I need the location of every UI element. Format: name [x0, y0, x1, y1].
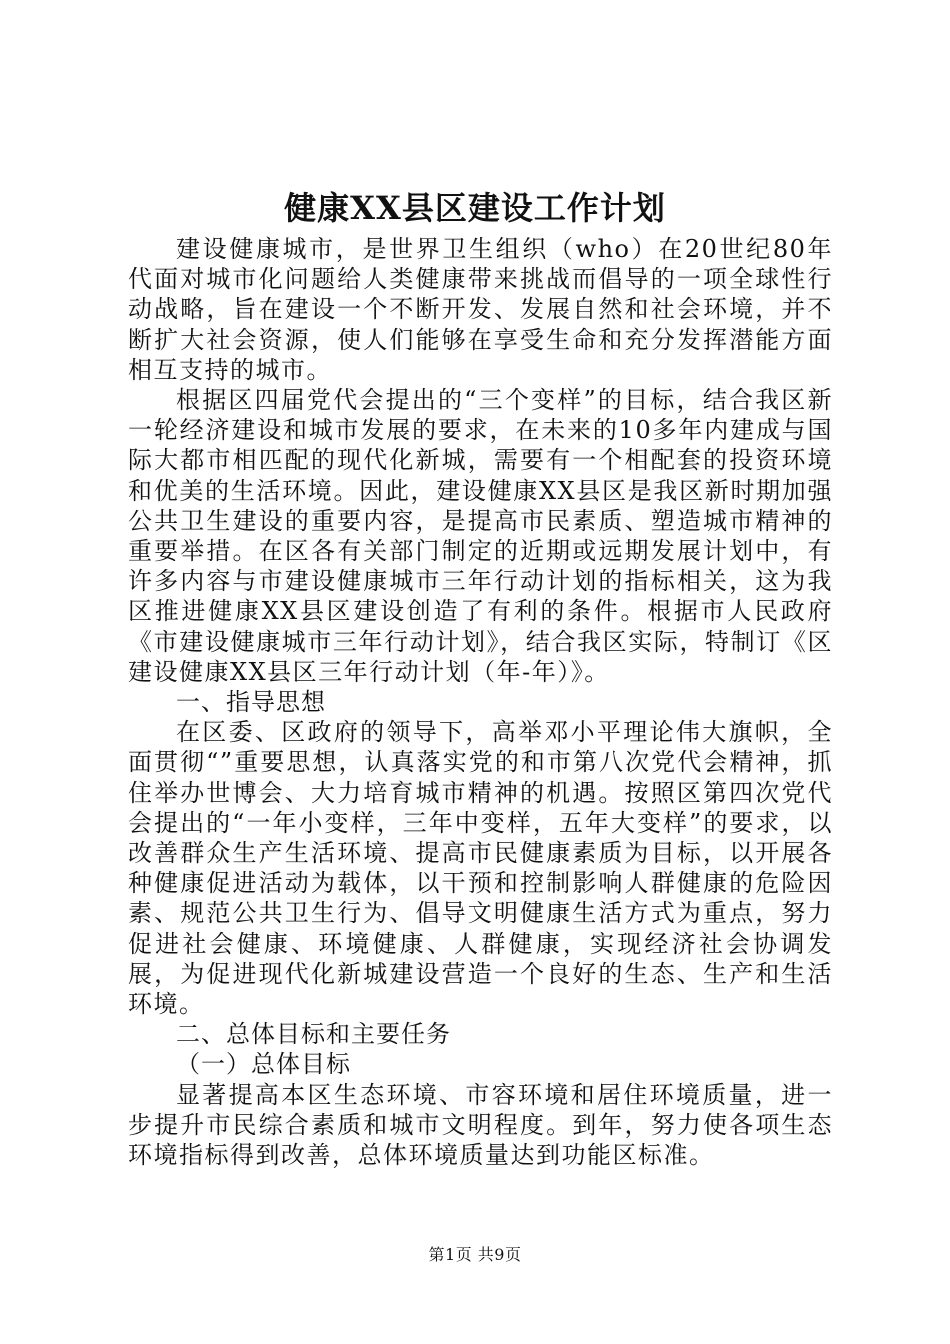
guiding-ideology-paragraph: 在区委、区政府的领导下，高举邓小平理论伟大旗帜，全面贯彻“”重要思想，认真落实党的和市第八次党代会精神，抓住举办世博会、大力培育城市精神的机遇。按照区第四次党代会提出的“一年小变样，三年中变样，五年大变样”的要求，以改善群众生产生活环境、提高市民健康素质为目标，以开展各种健康促进活动为载体，以干预和控制影响人群健康的危险因素、规范公共卫生行为、倡导文明健康生活方式为重点，努力促进社会健康、环境健康、人群健康，实现经济社会协调发展，为促进现代化新城建设营造一个良好的生态、生产和生活环境。 — [128, 718, 833, 1019]
background-paragraph: 根据区四届党代会提出的“三个变样”的目标，结合我区新一轮经济建设和城市发展的要求，在未来的10多年内建成与国际大都市相匹配的现代化新城，需要有一个相配套的投资环境和优美的生活环境。因此，建设健康XX县区是我区新时期加强公共卫生建设的重要内容，是提高市民素质、塑造城市精神的重要举措。在区各有关部门制定的近期或远期发展计划中，有许多内容与市建设健康城市三年行动计划的指标相关，这为我区推进健康XX县区建设创造了有利的条件。根据市人民政府《市建设健康城市三年行动计划》，结合我区实际，特制订《区建设健康XX县区三年行动计划（年-年）》。 — [128, 386, 833, 686]
section-heading-goals-tasks: 二、总体目标和主要任务 — [176, 1020, 451, 1049]
subsection-heading-overall-goal: （一）总体目标 — [176, 1050, 351, 1079]
document-body — [128, 234, 833, 1170]
page-number-footer: 第1页 共9页 — [428, 1245, 522, 1264]
overall-goal-paragraph: 显著提高本区生态环境、市容环境和居住环境质量，进一步提升市民综合素质和城市文明程度。到年，努力使各项生态环境指标得到改善，总体环境质量达到功能区标准。 — [128, 1080, 833, 1170]
document-title: 健康XX县区建设工作计划 — [284, 189, 666, 227]
intro-paragraph: 建设健康城市，是世界卫生组织（who）在20世纪80年代面对城市化问题给人类健康带来挑战而倡导的一项全球性行动战略，旨在建设一个不断开发、发展自然和社会环境，并不断扩大社会资源，使人们能够在享受生命和充分发挥潜能方面相互支持的城市。 — [128, 235, 833, 384]
section-heading-guiding-ideology: 一、指导思想 — [176, 688, 326, 717]
